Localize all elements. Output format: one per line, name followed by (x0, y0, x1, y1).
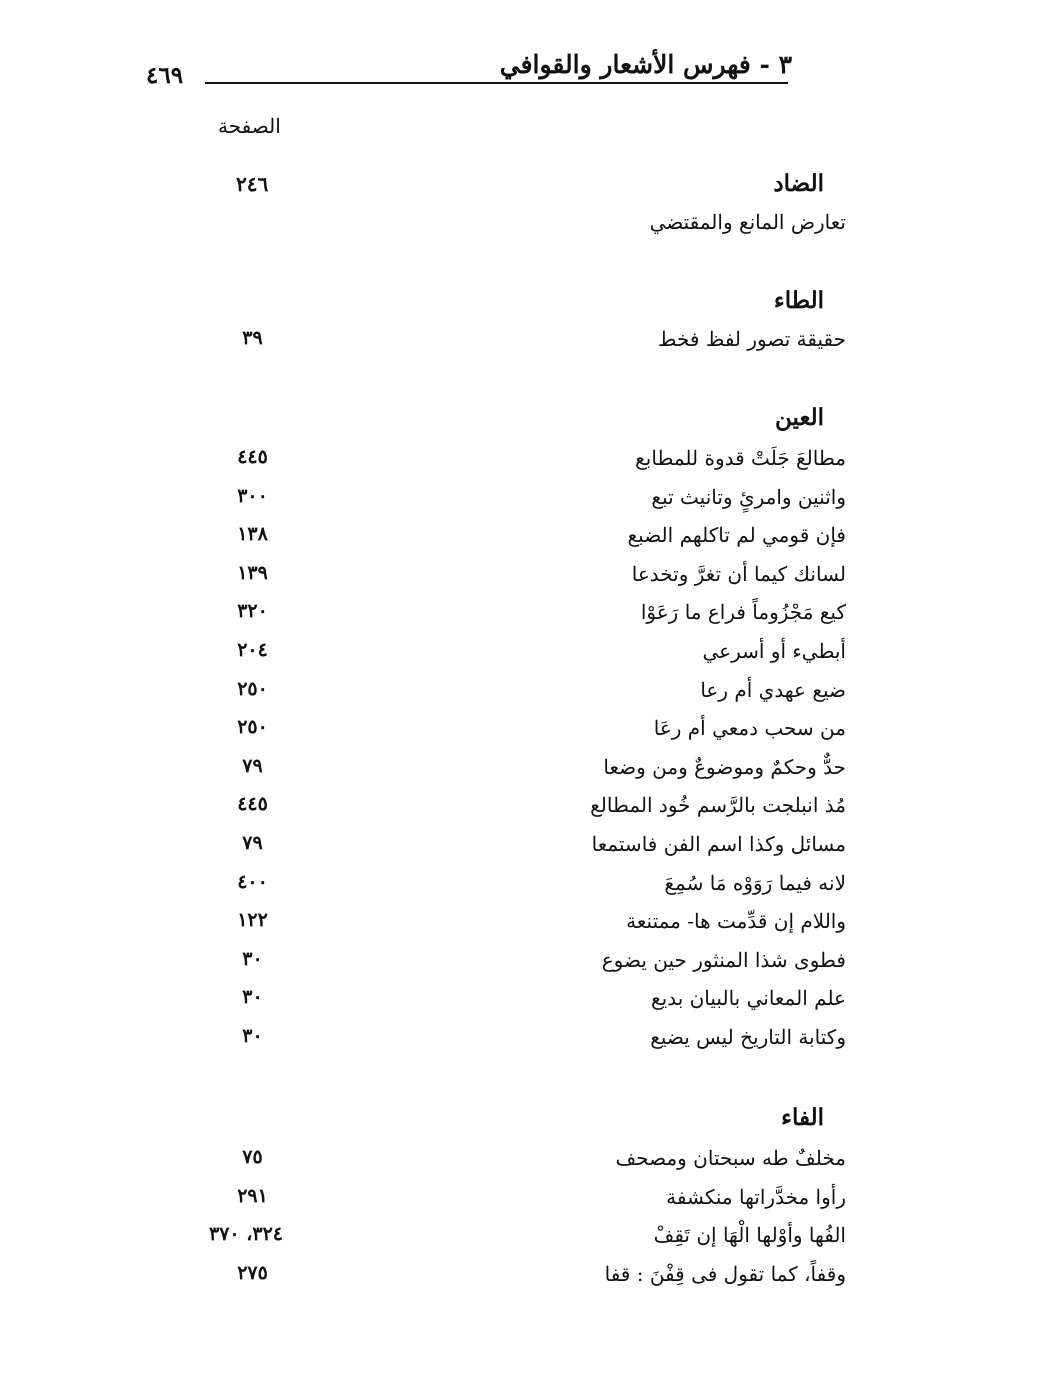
verse-text: أبطيء أو أسرعي (702, 639, 846, 663)
page-reference: ٣٢٠ (237, 600, 268, 623)
verse-text: الفُها وأوْلها الْهَا إن تَقِفْ (653, 1223, 846, 1248)
verse-text: علم المعاني بالبيان بديع (650, 986, 846, 1011)
page-reference: ٧٥ (242, 1146, 263, 1168)
index-entry (0, 909, 1038, 945)
page-reference: ١٣٨ (237, 523, 268, 546)
running-header-title: ٣ - فهرس الأشعار والقوافي (499, 50, 792, 79)
index-entry (0, 210, 1038, 246)
verse-text: لانه فيما رَوَوْه مَا سُمِعَ (664, 870, 846, 895)
page-reference: ٣٢٤، ٣٧٠ (209, 1223, 283, 1246)
index-entry (0, 327, 1038, 363)
page-reference: ٧٩ (242, 754, 263, 777)
verse-text: مسائل وكذا اسم الفن فاستمعا (591, 832, 846, 856)
page-reference: ١٣٩ (237, 561, 268, 584)
index-entry (0, 678, 1038, 714)
index-entry (0, 446, 1038, 482)
verse-text: وكتابة التاريخ ليس يضيع (650, 1025, 846, 1049)
verse-text: رأوا مخدَّراتها منكشفة (666, 1184, 846, 1209)
verse-text: مُذ انبلجت بالرَّسم خُود المطالع (590, 793, 846, 818)
page-reference: ٢٥٠ (237, 716, 268, 739)
page-reference: ٢٥٠ (237, 677, 268, 700)
page-reference: ٣٠ (242, 1025, 263, 1047)
index-entry (0, 832, 1038, 868)
section-heading: الفاء (781, 1104, 824, 1131)
header-rule (205, 82, 788, 84)
page-reference: ٤٤٥ (237, 793, 268, 816)
index-entry (0, 793, 1038, 829)
verse-text: مخلفٌ طه سبحتان ومصحف (615, 1146, 846, 1170)
index-entry (0, 1025, 1038, 1061)
index-entry (0, 485, 1038, 521)
section-heading: الطاء (773, 287, 824, 314)
page-reference: ١٢٢ (237, 909, 268, 932)
index-entry (0, 600, 1038, 636)
index-entry (0, 523, 1038, 559)
page-reference: ٤٠٠ (237, 870, 268, 893)
page-reference: ٤٤٥ (237, 446, 268, 468)
verse-text: وقفاً، كما تقول فى قِفْنَ : قفا (604, 1261, 846, 1286)
verse-text: فإن قومي لم تاكلهم الضبع (627, 523, 846, 548)
section-heading: العين (775, 404, 824, 431)
section-heading: الضاد (773, 170, 824, 197)
index-entry (0, 755, 1038, 791)
page-reference: ٢٩١ (237, 1184, 268, 1207)
verse-text: حقيقة تصور لفظ فخط (658, 327, 846, 351)
page-reference: ٣٠ (242, 986, 263, 1009)
index-entry (0, 1223, 1038, 1259)
index-entry (0, 639, 1038, 675)
verse-text: لسانك كيما أن تغرَّ وتخدعا (631, 561, 846, 586)
page-reference: ٣٠ (242, 947, 263, 970)
index-entry (0, 871, 1038, 907)
verse-text: مطالعَ جَلَتْ قدوة للمطابع (635, 446, 846, 470)
page-column-heading: الصفحة (218, 114, 281, 138)
verse-text: من سحب دمعي أم رعَا (653, 716, 846, 741)
page-reference: ٢٧٥ (237, 1261, 268, 1284)
verse-text: واللام إن قدِّمت ها- ممتنعة (626, 909, 846, 934)
page-reference: ٢٠٤ (237, 639, 268, 661)
index-entry (0, 1185, 1038, 1221)
index-entry (0, 716, 1038, 752)
verse-text: واثنين وامرئٍ وتانيث تبع (651, 484, 846, 509)
section-heading-page: ٢٤٦ (236, 172, 269, 196)
index-entry (0, 948, 1038, 984)
page-reference: ٣٠٠ (237, 484, 268, 507)
page-reference: ٧٩ (242, 832, 263, 854)
verse-text: ضيع عهدي أم رعا (700, 677, 846, 702)
index-entry (0, 1262, 1038, 1298)
index-entry (0, 562, 1038, 598)
index-entry (0, 1146, 1038, 1182)
index-entry (0, 986, 1038, 1022)
verse-text: كيع مَجْزُوماً فراع ما رَعَوْا (640, 600, 846, 625)
verse-text: تعارض المانع والمقتضي (649, 210, 846, 234)
page-reference: ٣٩ (242, 327, 263, 349)
page-number: ٤٦٩ (146, 62, 184, 89)
verse-text: حدٌّ وحكمٌ وموضوعٌ ومن وضعا (603, 754, 846, 779)
verse-text: فطوى شذا المنثور حين يضوع (601, 947, 846, 972)
